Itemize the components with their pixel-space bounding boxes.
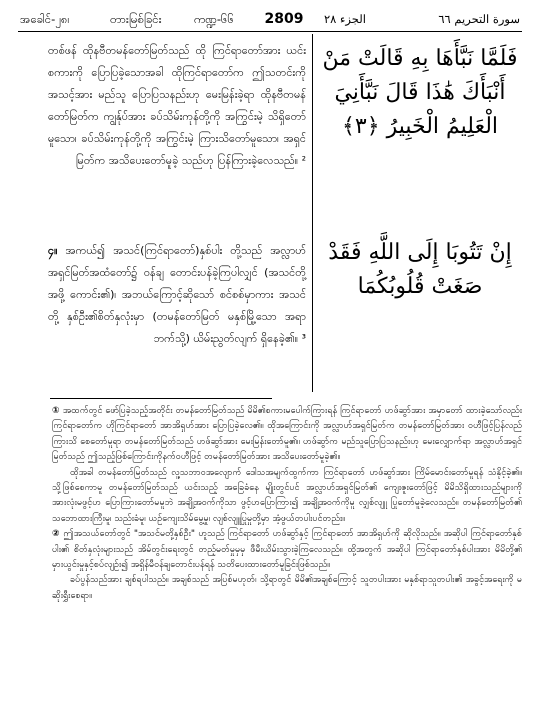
footnote-text: ဤအသယ်တော်တွင် "အသင်မတို့နှစ်ဦး" ဟူသည် ကြင်ရာတော် ဟဖ်ဆွာ်နှင့် ကြင်ရာတော် အာအိရှဟ်ကို ဆိုလိုသည်။ အဆိုပါ ကြင်ရာတော်နှစ်ပါး၏ စိတ်နှလုံးများသည် အိမ်တွင်းရေးတွင် တည့်မတ်မှုမှမှ ဖီမီးယိမ်းသွားခဲ့ကြလေသည်။ ထို့အတွက် အဆိုပါ ကြင်ရာတော်နှစ်ပါးအား မိမိတို့၏ မှားယွင်းမှုနှင့်စပ်လျဉ်း၍ အရှိန်မီဝန်ချတောင်းပန်ရန် သတိပေးထားတော်မူခြင်းဖြစ်သည်။ <box>52 529 522 571</box>
verse-number: ၄။ <box>48 244 58 257</box>
arabic-verse-4: إِنْ تَتُوبَا إِلَى اللَّهِ فَقَدْ صَغَتْ قُلُوبُكُمَا <box>328 240 512 299</box>
header-surah: سورة التحريم ٦٦ <box>438 12 520 26</box>
footnote-1 <box>52 404 522 466</box>
header-section-label: အခေါင်-၂၈၊ <box>20 12 70 26</box>
footnote-text: အထက်တွင် ဖော်ပြခဲ့သည့်အတိုင်း တမန်တော်မြတ်သည် မိမိ၏စကားမပေါက်ကြားရန် ကြင်ရာတော် ဟဖ်ဆွာ်အား အမှာတော် ထားခဲ့သော်လည်း ကြင်ရာတော်က ဟိုကြင်ရာတော် အာအိရှဟ်အား ပြောပြခဲ့လေ၏။ ထိုအကြောင်းကို အလ္လာဟ်အရှင်မြတ်က တမန်တော်မြတ်အား ဝဟီဖြင့်ပြန်လည်ကြားသိ စေတော်မူရာ တမန်တော်မြတ်သည် ဟဖ်ဆွာ်အား မေးမြန်းတော်မူ၏။ ဟဖ်ဆွာ်က မည်သူပြောပြသနည်းဟု မေးလျှောက်ရာ အလ္လာဟ်အရှင်မြတ်သည် ဤသည့်ဖြစ်ကြောင်းကိုနက်ဝဟီဖြင့် တမန်တော်မြတ်အား အသိပေးတော်မူခဲ့၏။ <box>52 406 523 463</box>
footnote-2-continued: ခပ်ပွန်သည်အား ချစ်ရပါသည်။ အချစ်သည် အပြစ်မဟုတ်၊ သို့ရာတွင် မိမိ၏အချစ်ကြောင့် သူတပါးအား မနှစ်ရာသူတပါး၏ အခွင့်အရေးကို မဆိုးရွှီးစေရာ။ <box>52 575 522 601</box>
footnote-marker: ① <box>52 406 60 416</box>
footnote-2 <box>52 527 522 573</box>
arabic-verse-3: فَلَمَّا نَبَّأَهَا بِهِ قَالَتْ مَنْ أَنْبَأَكَ هَٰذَا قَالَ نَبَّأَنِيَ الْعَلِيمُ الْخَبِيرُ ﴿٣﴾ <box>322 46 518 139</box>
page-number: 2809 <box>264 11 304 27</box>
footnotes <box>52 404 522 604</box>
page-header <box>18 8 522 30</box>
translation-block-verse-4 <box>48 240 306 350</box>
column-divider <box>312 34 313 392</box>
footnote-marker: ② <box>52 529 61 540</box>
translation-paragraph <box>48 240 306 350</box>
footnote-1-continued: ထိုအခါ တမန်တော်မြတ်သည် လူ့သဘာဝအလျောက် ဒေါသအမျက်ထွက်ကာ ကြင်ရာတော် ဟဖ်ဆွာ်အား ကြိမ်မောင်းတော်မူရန် သံနိုင့်ခဲ့၏။ သို့ဖြစ်စေကာမူ တမန်တော်မြတ်သည် ယင်းသည့် အခြေခံနေ မျိုးတွင်ပင် အလ္လာဟ်အရှင်မြတ်၏ ကျေးဇူးတော်ဖြင့် မိမိသိရှိထားသည်များကို အားလုံးမဖွင့်ဟ ပြောကြားတော်မမူဘဲ အချို့အဝက်ကိုသာ ဖွင့်ဟပြောကြား၍ အချို့အဝက်ကိုမူ လျှစ်လျူ ပြုတော်မူခဲ့လေသည်။ တမန်တော်မြတ်၏ သဘောထားကြီးမူ၊ သည်းခံမူ၊ ယဉ်ကျေးသိမ်မွေ့မှု၊ လျစ်လျူပြုမှုတို့မှာ အံ့ဖွယ်တပါးပင်တည်း။ <box>52 467 522 524</box>
translation-text: အကယ်၍ အသင်(ကြင်ရာတော်)နှစ်ပါး တို့သည် အလ္လာဟ်အရှင်မြတ်အထံတော်၌ ဝန်ချ တောင်းပန်ခဲ့ကြပါလျှင် (အသင်တို့အဖို့ ကောင်း၏)၊ အဘယ်ကြောင့်ဆိုသော် စင်စစ်မှာကား အသင်တို့ နှစ်ဦး၏စိတ်နှလုံးမှာ (တမန်တော်မြတ် မနှစ်မြို့သော အရာဘက်သို့) ယိမ်းညွတ်လျက် ရှိနေခဲ့၏။ ³ <box>48 244 306 345</box>
header-verse-range: ကဏ္ဍ-၆၆ <box>194 12 234 26</box>
footnote-separator <box>50 398 272 399</box>
header-chapter-title: တားမြစ်ခြင်း <box>110 12 162 26</box>
translation-block-verse-3 <box>48 40 306 172</box>
header-juz: الجزء ٢٨ <box>324 12 366 26</box>
translation-text: တစ်ဖန် ထိုနဗီတမန်တော်မြတ်သည် ထို ကြင်ရာတော်အား ယင်းစကားကို ပြောပြခဲ့သောအခါ ထိုကြင်ရာတော်က ဤသတင်းကို အသင့်အား မည်သူ ပြောပြသနည်းဟု မေးမြန်းခဲ့ရာ ထိုနဗီတမန် တော်မြတ်က ကျွန်ုပ်အား ခပ်သိမ်းကုန်တို့ကို အကြွင်းမဲ့ သိရှိတော်မူသော၊ ခပ်သိမ်းကုန်တို့ကို အကြွင်းမဲ့ ကြားသိတော်မူသော၊ အရှင်မြတ်က အသိပေးတော်မူခဲ့ သည်ဟု ပြန်ကြားခဲ့လေသည်။ ² <box>48 44 306 167</box>
header-divider <box>18 31 522 32</box>
